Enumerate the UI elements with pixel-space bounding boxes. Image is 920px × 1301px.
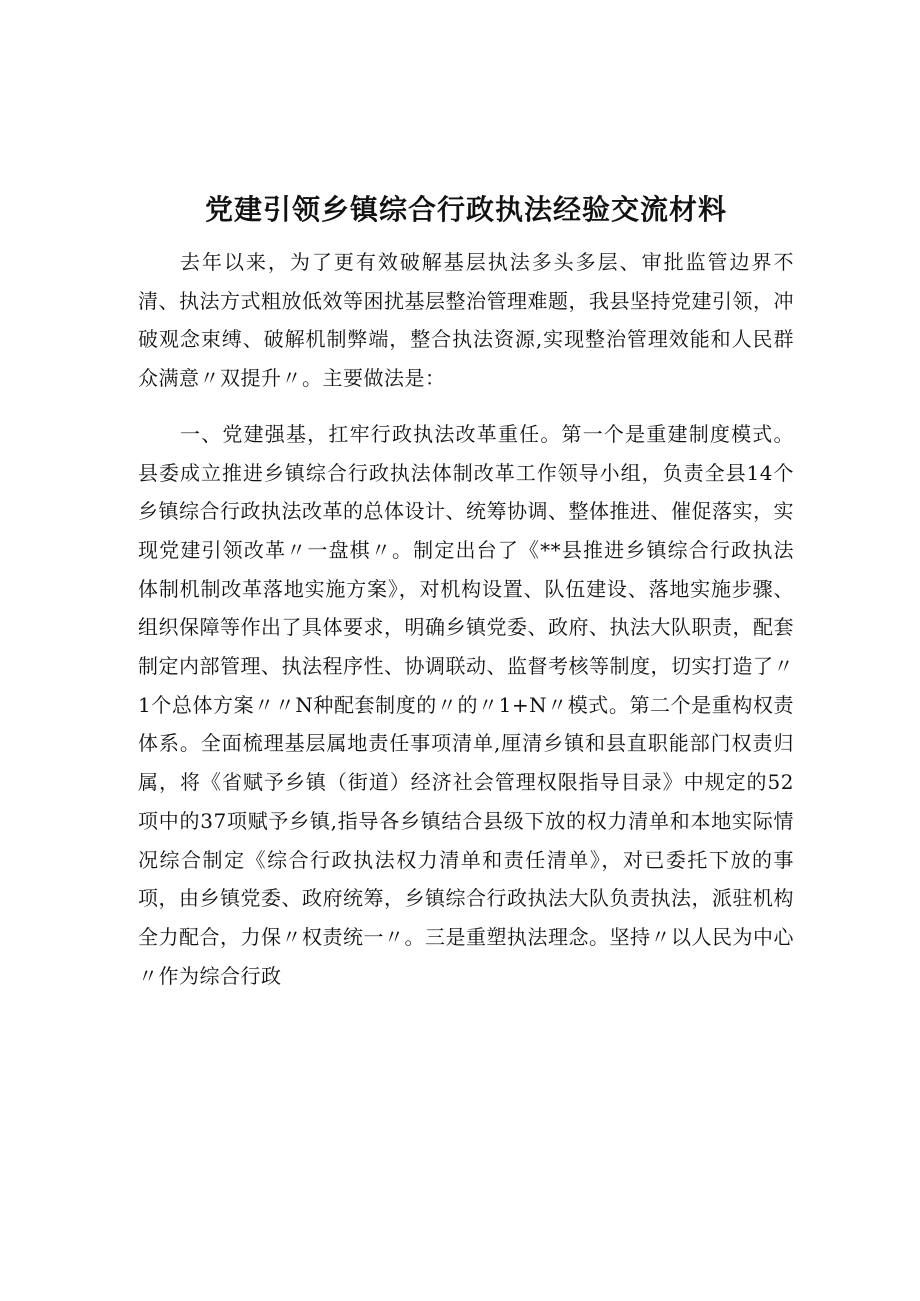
intro-paragraph: 去年以来，为了更有效破解基层执法多头多层、审批监管边界不清、执法方式粗放低效等困扰基层整治管理难题，我县坚持党建引领，冲破观念束缚、破解机制弊端，整合执法资源,实现整治管理效能和人民群众满意〃双提升〃。主要做法是：: [138, 250, 794, 391]
document-body: [138, 243, 794, 995]
document-title: 党建引领乡镇综合行政执法经验交流材料: [204, 193, 727, 226]
section-one-paragraph: 一、党建强基，扛牢行政执法改革重任。第一个是重建制度模式。县委成立推进乡镇综合行政执法体制改革工作领导小组，负责全县14个乡镇综合行政执法改革的总体设计、统筹协调、整体推进、催促落实，实现党建引领改革〃一盘棋〃。制定出台了《**县推进乡镇综合行政执法体制机制改革落地实施方案》，对机构设置、队伍建设、落地实施步骤、组织保障等作出了具体要求，明确乡镇党委、政府、执法大队职责，配套制定内部管理、执法程序性、协调联动、监督考核等制度，切实打造了〃1个总体方案〃〃N种配套制度的〃的〃1+N〃模式。第二个是重构权责体系。全面梳理基层属地责任事项清单,厘清乡镇和县直职能部门权责归属，将《省赋予乡镇（街道）经济社会管理权限指导目录》中规定的52项中的37项赋予乡镇,指导各乡镇结合县级下放的权力清单和本地实际情况综合制定《综合行政执法权力清单和责任清单》，对已委托下放的事项，由乡镇党委、政府统筹，乡镇综合行政执法大队负责执法，派驻机构全力配合，力保〃权责统一〃。三是重塑执法理念。坚持〃以人民为中心〃作为综合行政: [138, 421, 794, 988]
